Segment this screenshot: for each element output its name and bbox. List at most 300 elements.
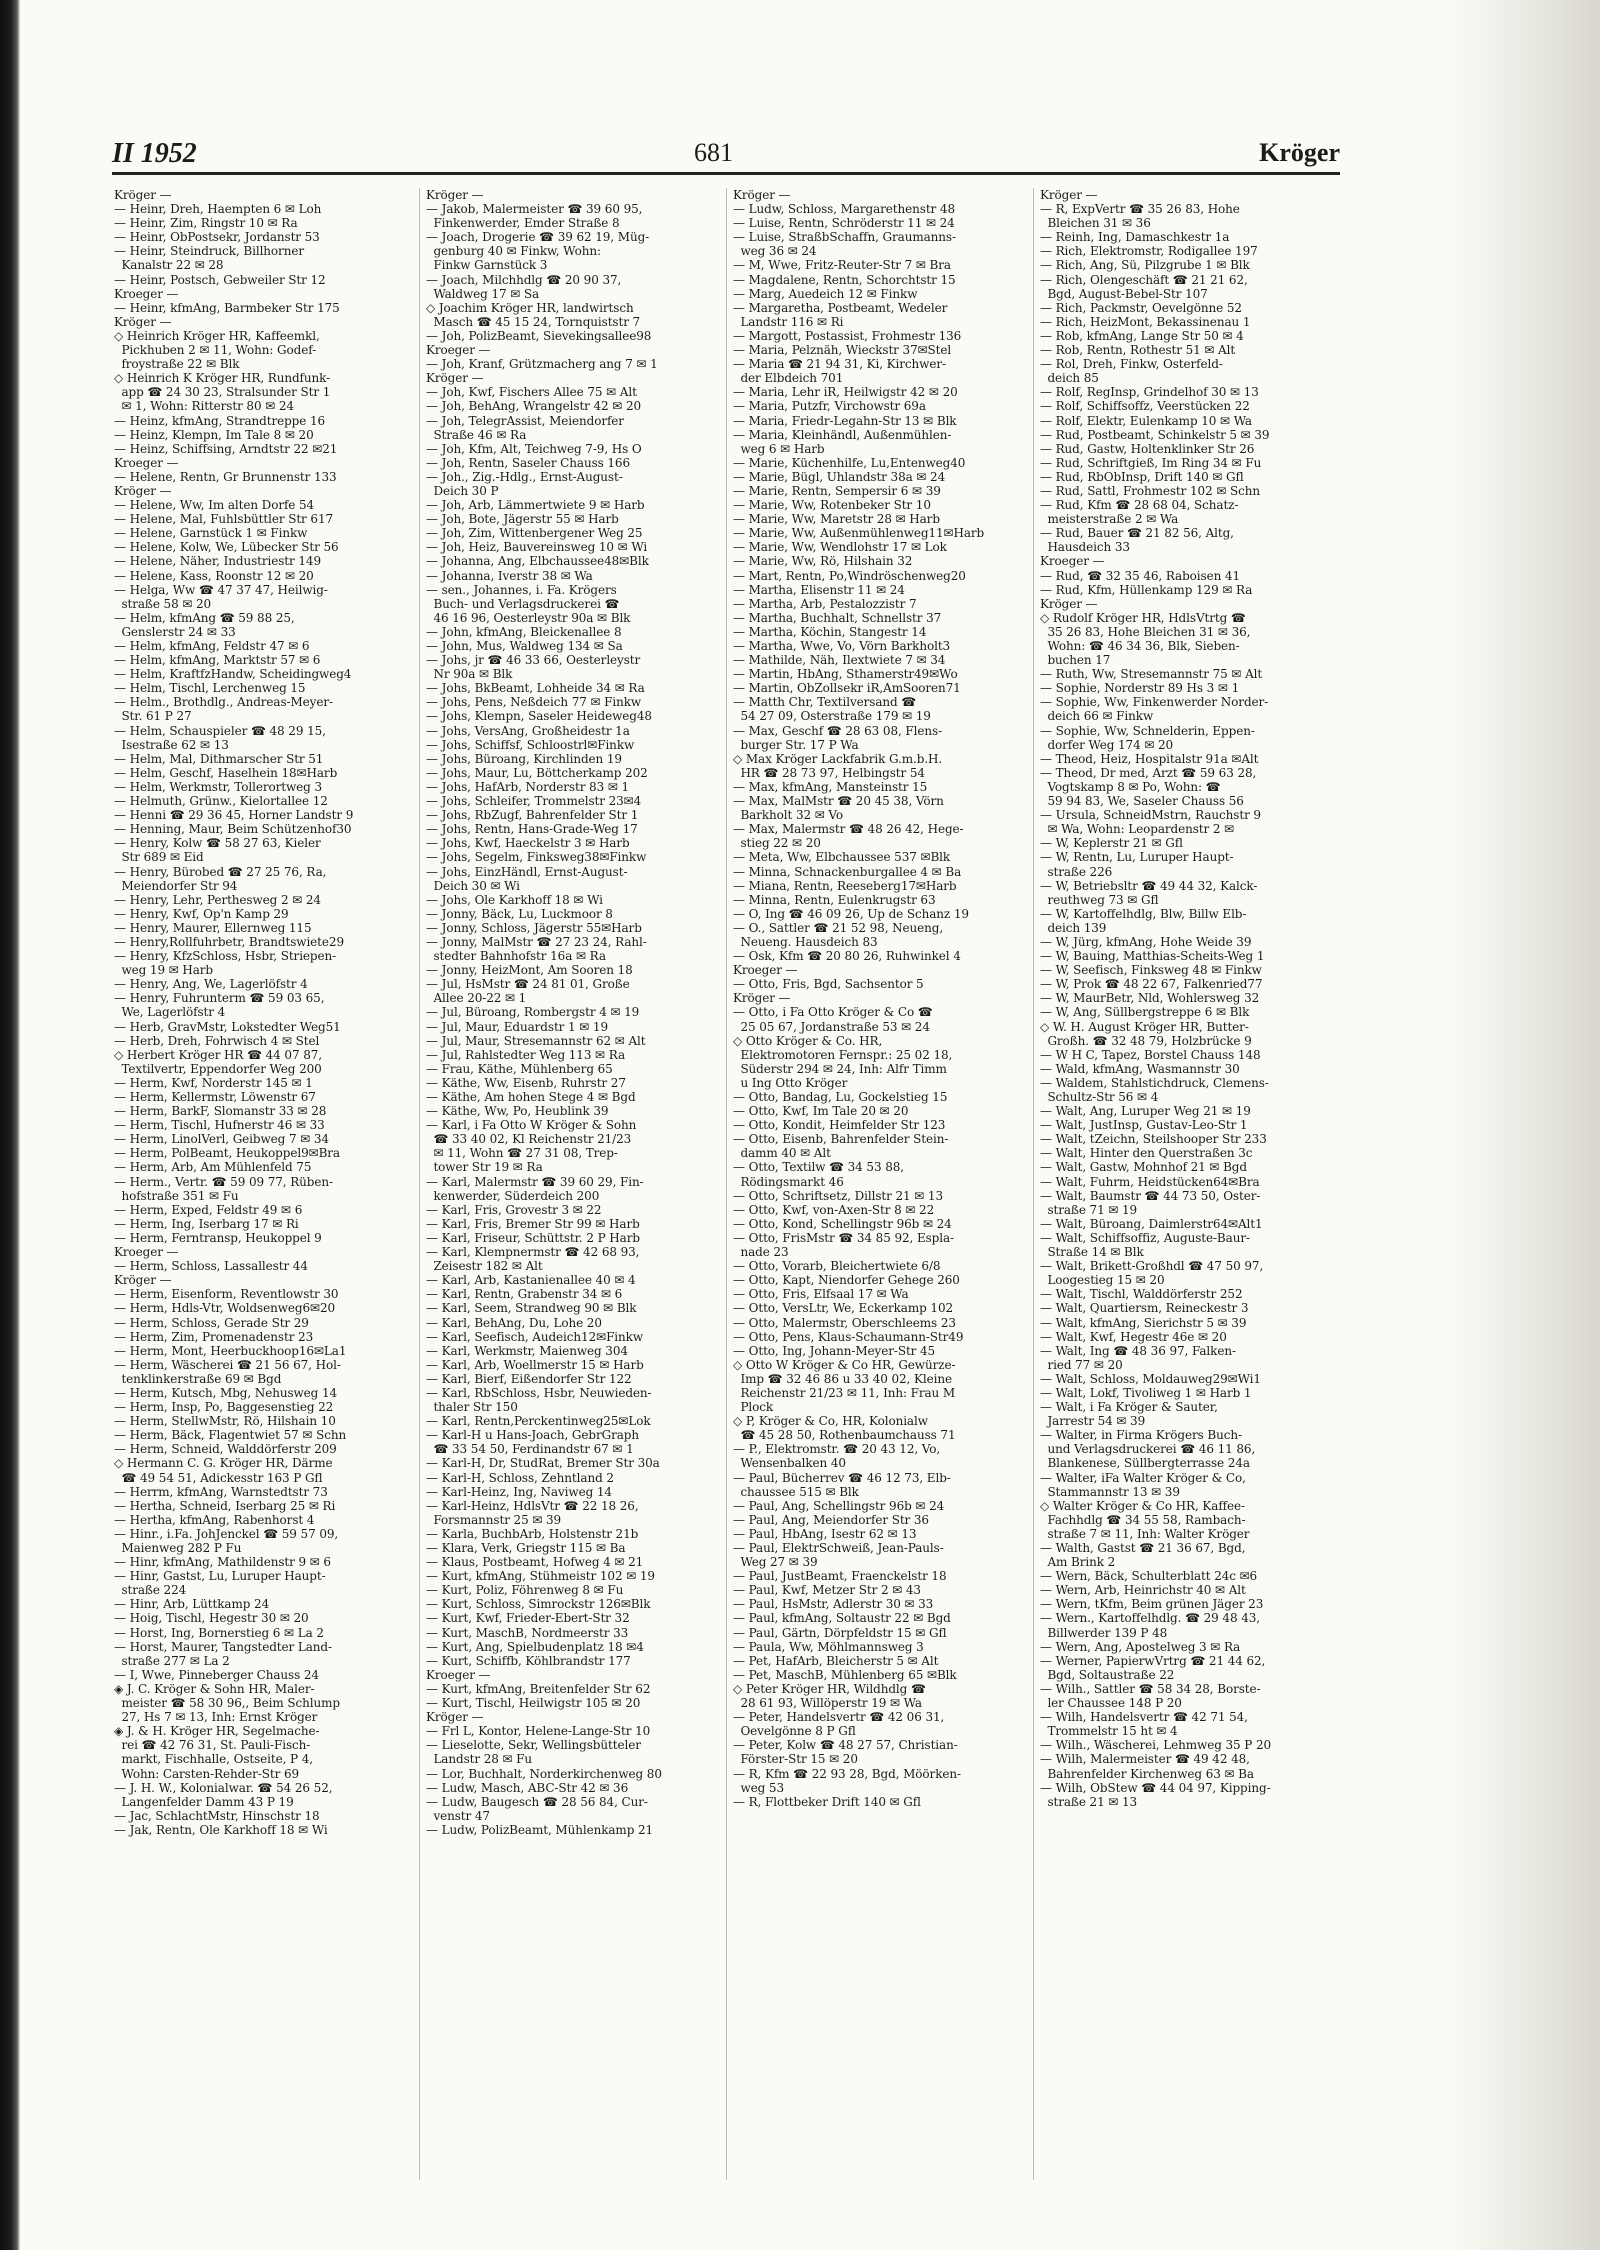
directory-entry-line: — Rud, Sattl, Frohmestr 102 ✉ Schn — [1040, 483, 1260, 498]
directory-entry-line: — Henning, Maur, Beim Schützenhof30 — [114, 822, 352, 837]
directory-entry-line: ◇ Heinrich K Kröger HR, Rundfunk- — [114, 371, 331, 386]
directory-entry-line: Imp ☎ 32 46 86 u 33 40 02, Kleine — [733, 1371, 952, 1386]
directory-entry-line: — Karl, Fris, Bremer Str 99 ✉ Harb — [426, 1216, 640, 1231]
directory-entry-line: 27, Hs 7 ✉ 13, Inh: Ernst Kröger — [114, 1710, 318, 1725]
directory-entry-line: Neueng. Hausdeich 83 — [733, 934, 878, 949]
directory-entry-line: Stammannstr 13 ✉ 39 — [1040, 1484, 1180, 1499]
directory-entry-line: — Herm, Insp, Po, Baggesenstieg 22 — [114, 1400, 334, 1415]
directory-entry-line: — Rich, Elektromstr, Rodigallee 197 — [1040, 244, 1258, 259]
directory-entry-line: — Wilh, Handelsvertr ☎ 42 71 54, — [1040, 1710, 1248, 1725]
directory-entry-line: — Sophie, Ww, Schnelderin, Eppen- — [1040, 723, 1255, 738]
directory-entry-line: — Herm, Mont, Heerbuckhoop16✉La1 — [114, 1343, 347, 1358]
directory-entry-line: 59 94 83, We, Saseler Chauss 56 — [1040, 794, 1244, 809]
directory-entry-line: — Karl-Heinz, Ing, Naviweg 14 — [426, 1484, 612, 1499]
directory-entry-line: — Herm, Wäscherei ☎ 21 56 67, Hol- — [114, 1357, 341, 1372]
directory-entry-line: — Minna, Rentn, Eulenkrugstr 63 — [733, 892, 936, 907]
directory-entry-line: ◇ Otto Kröger & Co. HR, — [733, 1033, 883, 1048]
directory-entry-line: — Karl, Klempnermstr ☎ 42 68 93, — [426, 1245, 640, 1260]
directory-entry-line: — Maria, Lehr iR, Heilwigstr 42 ✉ 20 — [733, 385, 958, 400]
directory-entry-line: — Ruth, Ww, Stresemannstr 75 ✉ Alt — [1040, 667, 1263, 682]
directory-entry-line: Str 689 ✉ Eid — [114, 850, 204, 865]
directory-entry-line: — Otto, Fris, Bgd, Sachsentor 5 — [733, 977, 924, 992]
directory-entry-line: — Joh, Zim, Wittenbergener Weg 25 — [426, 526, 643, 541]
directory-entry-line: — Joh, TelegrAssist, Meiendorfer — [426, 413, 624, 428]
directory-entry-line: straße 7 ✉ 11, Inh: Walter Kröger — [1040, 1526, 1250, 1541]
directory-entry-line: — Karla, BuchbArb, Holstenstr 21b — [426, 1526, 639, 1541]
directory-entry-line: — Maria, Putzfr, Virchowstr 69a — [733, 399, 926, 414]
directory-entry-line: — Joh, Kfm, Alt, Teichweg 7-9, Hs O — [426, 441, 642, 456]
directory-entry-line: — Maria, Kleinhändl, Außenmühlen- — [733, 427, 952, 442]
directory-entry-line: rei ☎ 42 76 31, St. Pauli-Fisch- — [114, 1738, 311, 1753]
directory-entry-line: — Karl, Arb, Woellmerstr 15 ✉ Harb — [426, 1357, 644, 1372]
directory-entry-line: — Helm, kfmAng, Marktstr 57 ✉ 6 — [114, 653, 321, 668]
directory-entry-line: Landstr 28 ✉ Fu — [426, 1752, 533, 1767]
directory-entry-line: — Johs, Rentn, Hans-Grade-Weg 17 — [426, 822, 638, 837]
directory-entry-line: — Otto, Kwf, von-Axen-Str 8 ✉ 22 — [733, 1202, 935, 1217]
directory-entry-line: — Johs, VersAng, Großheidestr 1a — [426, 723, 630, 738]
directory-entry-line: — Walt, Ing ☎ 48 36 97, Falken- — [1040, 1343, 1236, 1358]
directory-entry-line: — Helm, Tischl, Lerchenweg 15 — [114, 681, 306, 696]
directory-entry-line: deich 66 ✉ Finkw — [1040, 709, 1154, 724]
directory-entry-line: — Joh, PolizBeamt, Sievekingsallee98 — [426, 328, 652, 343]
directory-entry-line: — Hinr, Arb, Lüttkamp 24 — [114, 1597, 270, 1612]
directory-entry-line: Kröger — — [114, 314, 172, 329]
directory-entry-line: — Rud, Gastw, Holtenklinker Str 26 — [1040, 441, 1255, 456]
directory-entry-line: damm 40 ✉ Alt — [733, 1146, 831, 1161]
directory-entry-line: — Helm, Werkmstr, Tollerortweg 3 — [114, 779, 322, 794]
directory-entry-line: — Heinr, Dreh, Haempten 6 ✉ Loh — [114, 202, 322, 217]
directory-entry-line: — Henry, Ang, We, Lagerlöfstr 4 — [114, 977, 308, 992]
directory-entry-line: Genslerstr 24 ✉ 33 — [114, 624, 236, 639]
directory-column-4 — [1033, 188, 1340, 2180]
directory-entry-line: — Peter, Handelsvertr ☎ 42 06 31, — [733, 1710, 945, 1725]
directory-entry-line: — Herm, Kellermstr, Löwenstr 67 — [114, 1090, 316, 1104]
directory-entry-line: — Lor, Buchhalt, Norderkirchenweg 80 — [426, 1766, 662, 1781]
directory-entry-line: — Karl, Malermstr ☎ 39 60 29, Fin- — [426, 1174, 644, 1189]
directory-entry-line: — Herm, Arb, Am Mühlenfeld 75 — [114, 1160, 312, 1175]
directory-entry-line: — R, ExpVertr ☎ 35 26 83, Hohe — [1040, 202, 1240, 217]
directory-entry-line: Wohn: Carsten-Rehder-Str 69 — [114, 1766, 300, 1781]
directory-entry-line: — Otto, Malermstr, Oberschleems 23 — [733, 1315, 956, 1330]
directory-entry-line: hofstraße 351 ✉ Fu — [114, 1188, 239, 1203]
directory-entry-line: — Miana, Rentn, Reeseberg17✉Harb — [733, 878, 957, 893]
directory-entry-line: — Herm, BarkF, Slomanstr 33 ✉ 28 — [114, 1104, 327, 1119]
directory-entry-line: — Ursula, SchneidMstrn, Rauchstr 9 — [1040, 808, 1261, 823]
directory-entry-line: — Helm, kfmAng, Feldstr 47 ✉ 6 — [114, 639, 310, 653]
directory-entry-line: — Otto, Kondit, Heimfelder Str 123 — [733, 1118, 946, 1133]
directory-entry-line: Kroeger — — [733, 963, 798, 978]
directory-entry-line: — Rob, kfmAng, Lange Str 50 ✉ 4 — [1040, 328, 1244, 343]
directory-entry-line: Waldweg 17 ✉ Sa — [426, 286, 540, 301]
directory-entry-line: — Joh, Kwf, Fischers Allee 75 ✉ Alt — [426, 385, 637, 400]
directory-entry-line: — Rud, Schriftgieß, Im Ring 34 ✉ Fu — [1040, 455, 1262, 470]
directory-entry-line: — W, Keplerstr 21 ✉ Gfl — [1040, 836, 1183, 851]
directory-entry-line: — Johs, BkBeamt, Lohheide 34 ✉ Ra — [426, 681, 645, 696]
directory-entry-line: Fachhdlg ☎ 34 55 58, Rambach- — [1040, 1512, 1246, 1527]
directory-entry-line: Bleichen 31 ✉ 36 — [1040, 216, 1151, 231]
directory-entry-line: — Ludw, PolizBeamt, Mühlenkamp 21 — [426, 1822, 654, 1837]
directory-entry-line: Elektromotoren Fernspr.: 25 02 18, — [733, 1047, 953, 1062]
directory-entry-line: ◇ Herbert Kröger HR ☎ 44 07 87, — [114, 1047, 322, 1062]
directory-entry-line: — Marie, Bügl, Uhlandstr 38a ✉ 24 — [733, 469, 946, 484]
directory-entry-line: burger Str. 17 P Wa — [733, 737, 859, 752]
directory-entry-line: — Käthe, Ww, Eisenb, Ruhrstr 27 — [426, 1075, 626, 1090]
directory-entry-line: — Hoig, Tischl, Hegestr 30 ✉ 20 — [114, 1611, 309, 1626]
directory-entry-line: — Joh, BehAng, Wrangelstr 42 ✉ 20 — [426, 399, 642, 414]
directory-entry-line: ☎ 45 28 50, Rothenbaumchauss 71 — [733, 1428, 956, 1443]
directory-entry-line: — Werner, PapierwVrtrg ☎ 21 44 62, — [1040, 1653, 1266, 1668]
directory-entry-line: — Heinr, Steindruck, Billhorner — [114, 244, 304, 259]
directory-entry-line: — Herm., Vertr. ☎ 59 09 77, Rüben- — [114, 1174, 333, 1189]
directory-entry-line: Kroeger — — [426, 343, 491, 358]
directory-entry-line: — Hinr., i.Fa. JohJenckel ☎ 59 57 09, — [114, 1526, 339, 1541]
directory-entry-line: Loogestieg 15 ✉ 20 — [1040, 1273, 1165, 1288]
directory-entry-line: ✉ Wa, Wohn: Leopardenstr 2 ✉ — [1040, 822, 1235, 837]
directory-entry-line: — Maria, Pelznäh, Wieckstr 37✉Stel — [733, 343, 952, 358]
directory-entry-line: stedter Bahnhofstr 16a ✉ Ra — [426, 949, 606, 964]
directory-entry-line: Kroeger — — [426, 1667, 491, 1682]
directory-entry-line: Billwerder 139 P 48 — [1040, 1625, 1168, 1640]
directory-entry-line: Großh. ☎ 32 48 79, Holzbrücke 9 — [1040, 1033, 1252, 1048]
directory-entry-line: — Johanna, Ang, Elbchaussee48✉Blk — [426, 554, 649, 569]
directory-entry-line: — Otto, Bandag, Lu, Gockelstieg 15 — [733, 1090, 948, 1104]
directory-entry-line: — Otto, Textilw ☎ 34 53 88, — [733, 1160, 904, 1175]
directory-entry-line: — Rolf, Schiffsoffz, Veerstücken 22 — [1040, 399, 1250, 414]
directory-entry-line: — Helene, Mal, Fuhlsbüttler Str 617 — [114, 512, 334, 527]
directory-entry-line: — Paul, HsMstr, Adlerstr 30 ✉ 33 — [733, 1597, 934, 1612]
directory-entry-line: ◇ Hermann C. G. Kröger HR, Därme — [114, 1456, 333, 1471]
directory-entry-line: ☎ 33 54 50, Ferdinandstr 67 ✉ 1 — [426, 1442, 634, 1457]
directory-entry-line: Vogtskamp 8 ✉ Po, Wohn: ☎ — [1040, 779, 1221, 794]
directory-entry-line: — Horst, Ing, Bornerstieg 6 ✉ La 2 — [114, 1625, 324, 1640]
directory-entry-line: — Helm, kfmAng ☎ 59 88 25, — [114, 610, 295, 625]
directory-entry-line: app ☎ 24 30 23, Stralsunder Str 1 — [114, 385, 331, 400]
directory-entry-line: Allee 20-22 ✉ 1 — [426, 991, 527, 1006]
directory-entry-line: — Otto, i Fa Otto Kröger & Co ☎ — [733, 1005, 933, 1020]
directory-entry-line: ◇ Heinrich Kröger HR, Kaffeemkl, — [114, 328, 320, 343]
directory-entry-line: — Joach, Drogerie ☎ 39 62 19, Müg- — [426, 230, 650, 245]
directory-entry-line: — Henry, Bürobed ☎ 27 25 76, Ra, — [114, 864, 327, 879]
directory-entry-line: — Johs, Schleifer, Trommelstr 23✉4 — [426, 794, 642, 809]
directory-entry-line: ◇ Peter Kröger HR, Wildhdlg ☎ — [733, 1681, 926, 1696]
directory-entry-line: — Rol, Dreh, Finkw, Osterfeld- — [1040, 357, 1223, 372]
directory-entry-line: — Wilh., Wäscherei, Lehmweg 35 P 20 — [1040, 1738, 1272, 1753]
directory-entry-line: — Wilh., Sattler ☎ 58 34 28, Borste- — [1040, 1681, 1261, 1696]
page-number: 681 — [694, 138, 733, 167]
directory-entry-line: meisterstraße 2 ✉ Wa — [1040, 512, 1179, 527]
directory-entry-line: — Wald, kfmAng, Wasmannstr 30 — [1040, 1061, 1240, 1076]
directory-entry-line: — Frl L, Kontor, Helene-Lange-Str 10 — [426, 1724, 651, 1739]
directory-entry-line: — Walter, iFa Walter Kröger & Co, — [1040, 1470, 1246, 1485]
directory-entry-line: — W, MaurBetr, Nld, Wohlersweg 32 — [1040, 991, 1260, 1006]
directory-entry-line: Kroeger — — [114, 286, 179, 301]
directory-entry-line: — Otto, Pens, Klaus-Schaumann-Str49 — [733, 1329, 964, 1344]
directory-entry-line: — Helm, Schauspieler ☎ 48 29 15, — [114, 723, 326, 738]
header-rule — [112, 172, 1340, 175]
directory-entry-line: — Horst, Maurer, Tangstedter Land- — [114, 1639, 332, 1654]
directory-entry-line: — Karl, i Fa Otto W Kröger & Sohn — [426, 1118, 637, 1133]
directory-entry-line: thaler Str 150 — [426, 1400, 518, 1415]
directory-entry-line: — Otto, Schriftsetz, Dillstr 21 ✉ 13 — [733, 1188, 943, 1203]
directory-entry-line: — Marie, Küchenhilfe, Lu,Entenweg40 — [733, 455, 966, 470]
directory-entry-line: — Martha, Arb, Pestalozzistr 7 — [733, 596, 917, 611]
directory-entry-line: — Peter, Kolw ☎ 48 27 57, Christian- — [733, 1738, 958, 1753]
directory-entry-line: Kröger — — [114, 1273, 172, 1288]
directory-entry-line: — Walt, Schloss, Moldauweg29✉Wi1 — [1040, 1371, 1261, 1386]
directory-entry-line: — Max, kfmAng, Mansteinstr 15 — [733, 779, 928, 794]
directory-column-3 — [726, 188, 1033, 2180]
directory-entry-line: — Jac, SchlachtMstr, Hinschstr 18 — [114, 1808, 320, 1823]
directory-entry-line: 54 27 09, Osterstraße 179 ✉ 19 — [733, 709, 931, 724]
directory-entry-line: — Henry, Fuhrunterm ☎ 59 03 65, — [114, 991, 325, 1006]
directory-entry-line: ◇ P, Kröger & Co, HR, Kolonialw — [733, 1414, 928, 1429]
directory-entry-line: — Paul, Kwf, Metzer Str 2 ✉ 43 — [733, 1583, 921, 1598]
directory-entry-line: — Karl-Heinz, HdlsVtr ☎ 22 18 26, — [426, 1498, 639, 1513]
directory-entry-line: — Rolf, Elektr, Eulenkamp 10 ✉ Wa — [1040, 413, 1252, 428]
directory-entry-line: — Helene, Rentn, Gr Brunnenstr 133 — [114, 469, 337, 484]
directory-entry-line: — W, Ang, Süllbergstreppe 6 ✉ Blk — [1040, 1005, 1250, 1020]
directory-entry-line: der Elbdeich 701 — [733, 371, 844, 386]
directory-entry-line: — Herm, StellwMstr, Rö, Hilshain 10 — [114, 1414, 336, 1429]
directory-entry-line: — Herm, Tischl, Hufnerstr 46 ✉ 33 — [114, 1118, 325, 1133]
directory-entry-line: Schultz-Str 56 ✉ 4 — [1040, 1090, 1159, 1104]
directory-entry-line: — Johs, RbZugf, Bahrenfelder Str 1 — [426, 808, 639, 823]
directory-entry-line: straße 58 ✉ 20 — [114, 596, 212, 611]
directory-entry-line: ✉ 11, Wohn ☎ 27 31 08, Trep- — [426, 1146, 618, 1161]
directory-entry-line: ◇ Rudolf Kröger HR, HdlsVtrtg ☎ — [1040, 610, 1246, 625]
directory-entry-line: Finkw Garnstück 3 — [426, 258, 548, 273]
directory-entry-line: — Rud, Kfm ☎ 28 68 04, Schatz- — [1040, 498, 1239, 513]
directory-entry-line: — Waldem, Stahlstichdruck, Clemens- — [1040, 1075, 1269, 1090]
directory-entry-line: straße 71 ✉ 19 — [1040, 1202, 1138, 1217]
directory-entry-line: — Jonny, Bäck, Lu, Luckmoor 8 — [426, 906, 613, 921]
directory-entry-line: — Käthe, Am hohen Stege 4 ✉ Bgd — [426, 1090, 636, 1104]
directory-entry-line: — Maria, Friedr-Legahn-Str 13 ✉ Blk — [733, 413, 957, 428]
directory-entry-line: — Paul, kfmAng, Soltaustr 22 ✉ Bgd — [733, 1611, 951, 1626]
directory-entry-line: — Johanna, Iverstr 38 ✉ Wa — [426, 568, 593, 583]
directory-entry-line: — R, Kfm ☎ 22 93 28, Bgd, Möörken- — [733, 1766, 961, 1781]
directory-entry-line: Kröger — — [426, 371, 484, 386]
directory-entry-line: — Herm, Schloss, Gerade Str 29 — [114, 1315, 309, 1330]
directory-entry-line: Meiendorfer Str 94 — [114, 878, 238, 893]
directory-entry-line: — Magdalene, Rentn, Schorchtstr 15 — [733, 272, 956, 287]
directory-entry-line: Wohn: ☎ 46 34 36, Blk, Sieben- — [1040, 639, 1240, 653]
directory-entry-line: — Otto, Eisenb, Bahrenfelder Stein- — [733, 1132, 949, 1147]
directory-entry-line: — Heinz, Klempn, Im Tale 8 ✉ 20 — [114, 427, 314, 442]
directory-entry-line: — Johs, Pens, Neßdeich 77 ✉ Finkw — [426, 695, 642, 710]
directory-entry-line: — O., Sattler ☎ 21 52 98, Neueng, — [733, 920, 944, 935]
directory-entry-line: — Helm, Mal, Dithmarscher Str 51 — [114, 751, 324, 766]
directory-entry-line: We, Lagerlöfstr 4 — [114, 1005, 226, 1020]
page-edge-shadow — [1450, 0, 1600, 2250]
directory-entry-line: — Wern, tKfm, Beim grünen Jäger 23 — [1040, 1597, 1264, 1612]
directory-entry-line: 28 61 93, Willöperstr 19 ✉ Wa — [733, 1696, 922, 1711]
directory-entry-line: — Max, Malermstr ☎ 48 26 42, Hege- — [733, 822, 964, 837]
directory-entry-line: Süderstr 294 ✉ 24, Inh: Alfr Timm — [733, 1061, 947, 1076]
directory-entry-line: — Wern, Bäck, Schulterblatt 24c ✉6 — [1040, 1569, 1258, 1584]
directory-entry-line: Kanalstr 22 ✉ 28 — [114, 258, 224, 273]
directory-entry-line: 25 05 67, Jordanstraße 53 ✉ 24 — [733, 1019, 930, 1034]
directory-entry-line: — Käthe, Ww, Po, Heublink 39 — [426, 1104, 609, 1119]
directory-entry-line: straße 21 ✉ 13 — [1040, 1794, 1138, 1809]
directory-entry-line: — Herm, Kutsch, Mbg, Nehusweg 14 — [114, 1385, 338, 1400]
directory-entry-line: Wensenbalken 40 — [733, 1456, 846, 1471]
directory-entry-line: — Joach, Milchhdlg ☎ 20 90 37, — [426, 272, 622, 287]
directory-entry-line: HR ☎ 28 73 97, Helbingstr 54 — [733, 765, 925, 780]
directory-entry-line: — Hertha, kfmAng, Rabenhorst 4 — [114, 1512, 315, 1527]
directory-entry-line: Hausdeich 33 — [1040, 540, 1130, 555]
directory-entry-line: — Otto, Vorarb, Bleichertwiete 6/8 — [733, 1259, 941, 1274]
page-header — [112, 132, 1340, 172]
directory-entry-line: — Helene, Ww, Im alten Dorfe 54 — [114, 498, 315, 513]
directory-entry-line: — John, Mus, Waldweg 134 ✉ Sa — [426, 639, 623, 653]
directory-entry-line: — Joh., Zig.-Hdlg., Ernst-August- — [426, 469, 623, 484]
directory-entry-line: — Marie, Ww, Rö, Hilshain 32 — [733, 554, 913, 569]
directory-entry-line: — P., Elektromstr. ☎ 20 43 12, Vo, — [733, 1442, 941, 1457]
directory-entry-line: — Paul, HbAng, Isestr 62 ✉ 13 — [733, 1526, 917, 1541]
directory-entry-line: — Herb, GravMstr, Lokstedter Weg51 — [114, 1019, 341, 1034]
directory-entry-line: — Lieselotte, Sekr, Wellingsbütteler — [426, 1738, 641, 1753]
directory-entry-line: Zeisestr 182 ✉ Alt — [426, 1259, 543, 1274]
directory-entry-line: — Rob, Rentn, Rothestr 51 ✉ Alt — [1040, 343, 1236, 358]
directory-entry-line: Kröger — — [1040, 188, 1098, 202]
directory-entry-line: — Martha, Köchin, Stangestr 14 — [733, 624, 927, 639]
directory-entry-line: — Herm, Schneid, Walddörferstr 209 — [114, 1442, 337, 1457]
directory-entry-line: — Otto, Kond, Schellingstr 96b ✉ 24 — [733, 1216, 952, 1231]
directory-entry-line: — Jul, Maur, Stresemannstr 62 ✉ Alt — [426, 1033, 646, 1048]
directory-entry-line: — Kurt, Poliz, Föhrenweg 8 ✉ Fu — [426, 1583, 624, 1598]
directory-entry-line: — Johs, Maur, Lu, Böttcherkamp 202 — [426, 765, 648, 780]
directory-entry-line: — W, Jürg, kfmAng, Hohe Weide 39 — [1040, 934, 1252, 949]
directory-entry-line: — Karl-H u Hans-Joach, GebrGraph — [426, 1428, 640, 1443]
directory-entry-line: Kroeger — — [114, 455, 179, 470]
directory-entry-line: — Herm, Eisenform, Reventlowstr 30 — [114, 1287, 339, 1302]
directory-entry-line: — Martha, Elisenstr 11 ✉ 24 — [733, 582, 905, 597]
directory-entry-line: — Heinr, Postsch, Gebweiler Str 12 — [114, 272, 326, 287]
directory-entry-line: — Rich, HeizMont, Bekassinenau 1 — [1040, 314, 1251, 329]
directory-entry-line: — Paul, Ang, Meiendorfer Str 36 — [733, 1512, 929, 1527]
directory-entry-line: — Rich, Packmstr, Oevelgönne 52 — [1040, 300, 1242, 315]
directory-entry-line: kenwerder, Süderdeich 200 — [426, 1188, 600, 1203]
directory-entry-line: — Walter, in Firma Krögers Buch- — [1040, 1428, 1242, 1443]
directory-entry-line: — Herm, Bäck, Flagentwiet 57 ✉ Schn — [114, 1428, 347, 1443]
directory-entry-line: Straße 14 ✉ Blk — [1040, 1245, 1144, 1260]
directory-entry-line: — Margott, Postassist, Frohmestr 136 — [733, 328, 962, 343]
directory-entry-line: — Helga, Ww ☎ 47 37 47, Heilwig- — [114, 582, 328, 597]
directory-entry-line: — Johs, HafArb, Norderstr 83 ✉ 1 — [426, 779, 630, 794]
directory-entry-line: — Sophie, Ww, Finkenwerder Norder- — [1040, 695, 1269, 710]
directory-entry-line: — Karl-H, Dr, StudRat, Bremer Str 30a — [426, 1456, 660, 1471]
directory-entry-line: — Otto, Fris, Elfsaal 17 ✉ Wa — [733, 1287, 909, 1302]
directory-entry-line: — Sophie, Norderstr 89 Hs 3 ✉ 1 — [1040, 681, 1240, 696]
directory-entry-line: — Kurt, Tischl, Heilwigstr 105 ✉ 20 — [426, 1696, 641, 1711]
directory-entry-line: — Otto, Kwf, Im Tale 20 ✉ 20 — [733, 1104, 909, 1119]
directory-entry-line: — Kurt, kfmAng, Stühmeistr 102 ✉ 19 — [426, 1569, 655, 1584]
volume-year: II 1952 — [112, 138, 197, 169]
directory-entry-line: Barkholt 32 ✉ Vo — [733, 808, 843, 823]
directory-entry-line: — Reinh, Ing, Damaschkestr 1a — [1040, 230, 1230, 245]
directory-entry-line: — Wilh, Malermeister ☎ 49 42 48, — [1040, 1752, 1250, 1767]
directory-entry-line: — Joh, Rentn, Saseler Chauss 166 — [426, 455, 631, 470]
directory-entry-line: froystraße 22 ✉ Blk — [114, 357, 240, 372]
directory-entry-line: Kröger — — [1040, 596, 1098, 611]
directory-entry-line: — Herm, Zim, Promenadenstr 23 — [114, 1329, 314, 1344]
directory-entry-line: deich 139 — [1040, 920, 1107, 935]
directory-entry-line: — Herm, Schloss, Lassallestr 44 — [114, 1259, 308, 1274]
directory-entry-line: ☎ 49 54 51, Adickesstr 163 P Gfl — [114, 1470, 323, 1485]
directory-entry-line: — Walt, Gastw, Mohnhof 21 ✉ Bgd — [1040, 1160, 1247, 1175]
directory-entry-line: meister ☎ 58 30 96,, Beim Schlump — [114, 1696, 340, 1711]
directory-entry-line: buchen 17 — [1040, 653, 1111, 668]
directory-entry-line: — Matth Chr, Textilversand ☎ — [733, 695, 917, 710]
directory-entry-line: — Otto, VersLtr, We, Eckerkamp 102 — [733, 1301, 954, 1316]
directory-entry-line: Str. 61 P 27 — [114, 709, 192, 724]
directory-entry-line: — Jul, Maur, Eduardstr 1 ✉ 19 — [426, 1019, 608, 1034]
directory-entry-line: genburg 40 ✉ Finkw, Wohn: — [426, 244, 601, 259]
directory-entry-line: straße 224 — [114, 1583, 187, 1598]
directory-entry-line: — Jul, Rahlstedter Weg 113 ✉ Ra — [426, 1047, 625, 1062]
directory-entry-line: — W, Seefisch, Finksweg 48 ✉ Finkw — [1040, 963, 1262, 978]
directory-columns — [112, 188, 1340, 2180]
directory-entry-line: — Henry, Maurer, Ellernweg 115 — [114, 920, 312, 935]
directory-entry-line: — I, Wwe, Pinneberger Chauss 24 — [114, 1667, 319, 1682]
directory-entry-line: deich 85 — [1040, 371, 1099, 386]
directory-entry-line: ler Chaussee 148 P 20 — [1040, 1696, 1182, 1711]
directory-entry-line: — Helene, Garnstück 1 ✉ Finkw — [114, 526, 308, 541]
directory-entry-line: — Ludw, Schloss, Margarethenstr 48 — [733, 202, 955, 217]
directory-entry-line: — Walt, JustInsp, Gustav-Leo-Str 1 — [1040, 1118, 1248, 1133]
directory-entry-line: — Karl, Seefisch, Audeich12✉Finkw — [426, 1329, 644, 1344]
directory-entry-line: — W, Betriebsltr ☎ 49 44 32, Kalck- — [1040, 878, 1258, 893]
directory-entry-line: — Hinr, kfmAng, Mathildenstr 9 ✉ 6 — [114, 1555, 331, 1570]
directory-entry-line: — Johs, Büroang, Kirchlinden 19 — [426, 751, 622, 766]
directory-entry-line: — Kurt, Kwf, Frieder-Ebert-Str 32 — [426, 1611, 630, 1626]
directory-entry-line: Nr 90a ✉ Blk — [426, 667, 513, 682]
directory-entry-line: — Rolf, RegInsp, Grindelhof 30 ✉ 13 — [1040, 385, 1259, 400]
directory-entry-line: — Henry, KfzSchloss, Hsbr, Striepen- — [114, 949, 337, 964]
directory-entry-line: Buch- und Verlagsdruckerei ☎ — [426, 596, 620, 611]
directory-entry-line: — Rud, Postbeamt, Schinkelstr 5 ✉ 39 — [1040, 427, 1270, 442]
directory-entry-line: — Jul, Büroang, Rombergstr 4 ✉ 19 — [426, 1005, 640, 1020]
directory-entry-line: — Henry,Rollfuhrbetr, Brandtswiete29 — [114, 934, 344, 949]
directory-entry-line: — Marie, Ww, Außenmühlenweg11✉Harb — [733, 526, 985, 541]
directory-entry-line: — Karl, RbSchloss, Hsbr, Neuwieden- — [426, 1385, 652, 1400]
directory-entry-line: markt, Fischhalle, Ostseite, P 4, — [114, 1752, 313, 1767]
directory-entry-line: — Walt, Ang, Luruper Weg 21 ✉ 19 — [1040, 1104, 1251, 1119]
directory-entry-line: tenklinkerstraße 69 ✉ Bgd — [114, 1371, 282, 1386]
directory-entry-line: Rödingsmarkt 46 — [733, 1174, 844, 1189]
directory-entry-line: — Karl, Werkmstr, Maienweg 304 — [426, 1343, 628, 1358]
directory-entry-line: Bgd, August-Bebel-Str 107 — [1040, 286, 1208, 301]
directory-entry-line: — Helm., Brothdlg., Andreas-Meyer- — [114, 695, 333, 710]
directory-entry-line: ✉ 1, Wohn: Ritterstr 80 ✉ 24 — [114, 399, 294, 414]
directory-entry-line: — Rud, RbObInsp, Drift 140 ✉ Gfl — [1040, 469, 1244, 484]
directory-entry-line: — Walt, tZeichn, Steilshooper Str 233 — [1040, 1132, 1267, 1147]
directory-entry-line: — Karl, Seem, Strandweg 90 ✉ Blk — [426, 1301, 637, 1316]
directory-entry-line: — Kurt, kfmAng, Breitenfelder Str 62 — [426, 1681, 651, 1696]
directory-entry-line: — Helm, KraftfzHandw, Scheidingweg4 — [114, 667, 352, 682]
directory-entry-line: — Max, MalMstr ☎ 20 45 38, Vörn — [733, 794, 944, 809]
directory-entry-line: — Jonny, Schloss, Jägerstr 55✉Harb — [426, 920, 642, 935]
directory-entry-line: — Herm, PolBeamt, Heukoppel9✉Bra — [114, 1146, 340, 1161]
directory-entry-line: — M, Wwe, Fritz-Reuter-Str 7 ✉ Bra — [733, 258, 951, 273]
directory-entry-line: — Karl, Arb, Kastanienallee 40 ✉ 4 — [426, 1273, 636, 1288]
directory-entry-line: — Otto, Ing, Johann-Meyer-Str 45 — [733, 1343, 936, 1358]
directory-entry-line: — Rud, Kfm, Hüllenkamp 129 ✉ Ra — [1040, 582, 1253, 597]
directory-entry-line: — Paul, Bücherrev ☎ 46 12 73, Elb- — [733, 1470, 951, 1485]
directory-entry-line: — Johs, Segelm, Finksweg38✉Finkw — [426, 850, 647, 865]
directory-entry-line: weg 53 — [733, 1780, 784, 1795]
